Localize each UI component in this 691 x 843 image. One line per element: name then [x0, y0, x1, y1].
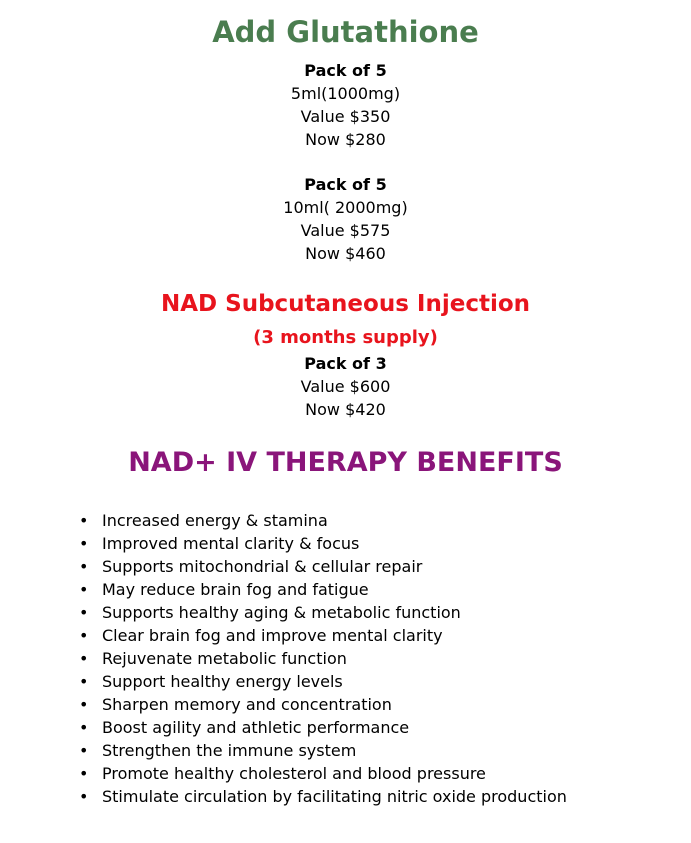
- nad-injection-title: NAD Subcutaneous Injection: [160, 291, 531, 317]
- nad-injection-pack-label: Pack of 3: [304, 354, 387, 373]
- glutathione-title: Add Glutathione: [212, 15, 479, 49]
- benefit-item-text: Increased energy & stamina: [102, 511, 328, 530]
- glutathione-pack-2-value: Value $575: [300, 221, 391, 240]
- bullet-icon: •: [79, 557, 89, 576]
- bullet-icon: •: [79, 511, 89, 530]
- bullet-icon: •: [79, 787, 89, 806]
- benefit-item-text: Improved mental clarity & focus: [102, 534, 360, 553]
- bullet-icon: •: [79, 649, 89, 668]
- bullet-icon: •: [79, 626, 89, 645]
- benefit-item-text: May reduce brain fog and fatigue: [102, 580, 369, 599]
- benefit-item-text: Clear brain fog and improve mental clarity: [102, 626, 443, 645]
- bullet-icon: •: [79, 741, 89, 760]
- benefit-item-text: Supports mitochondrial & cellular repair: [102, 557, 423, 576]
- glutathione-pack-2-now: Now $460: [305, 244, 386, 263]
- nad-injection-now: Now $420: [305, 400, 386, 419]
- benefit-item-text: Promote healthy cholesterol and blood pressure: [102, 764, 486, 783]
- glutathione-pack-2-label: Pack of 5: [304, 175, 387, 194]
- bullet-icon: •: [79, 718, 89, 737]
- benefit-item-text: Boost agility and athletic performance: [102, 718, 410, 737]
- benefit-item-text: Stimulate circulation by facilitating nitric oxide production: [102, 787, 567, 806]
- nad-injection-subtitle: (3 months supply): [253, 327, 438, 348]
- glutathione-pack-2-size: 10ml( 2000mg): [283, 198, 408, 217]
- bullet-icon: •: [79, 764, 89, 783]
- benefits-title: NAD+ IV THERAPY BENEFITS: [128, 447, 563, 478]
- benefit-item-text: Strengthen the immune system: [102, 741, 357, 760]
- bullet-icon: •: [79, 672, 89, 691]
- bullet-icon: •: [79, 603, 89, 622]
- glutathione-pack-1-now: Now $280: [305, 130, 386, 149]
- bullet-icon: •: [79, 580, 89, 599]
- glutathione-pack-1-label: Pack of 5: [304, 61, 387, 80]
- benefit-item-text: Supports healthy aging & metabolic function: [102, 603, 461, 622]
- glutathione-pack-1-value: Value $350: [300, 107, 391, 126]
- benefit-item-text: Rejuvenate metabolic function: [102, 649, 347, 668]
- nad-injection-value: Value $600: [300, 377, 391, 396]
- glutathione-pack-1-size: 5ml(1000mg): [290, 84, 401, 103]
- bullet-icon: •: [79, 695, 89, 714]
- benefit-item-text: Support healthy energy levels: [102, 672, 343, 691]
- benefit-item-text: Sharpen memory and concentration: [102, 695, 392, 714]
- bullet-icon: •: [79, 534, 89, 553]
